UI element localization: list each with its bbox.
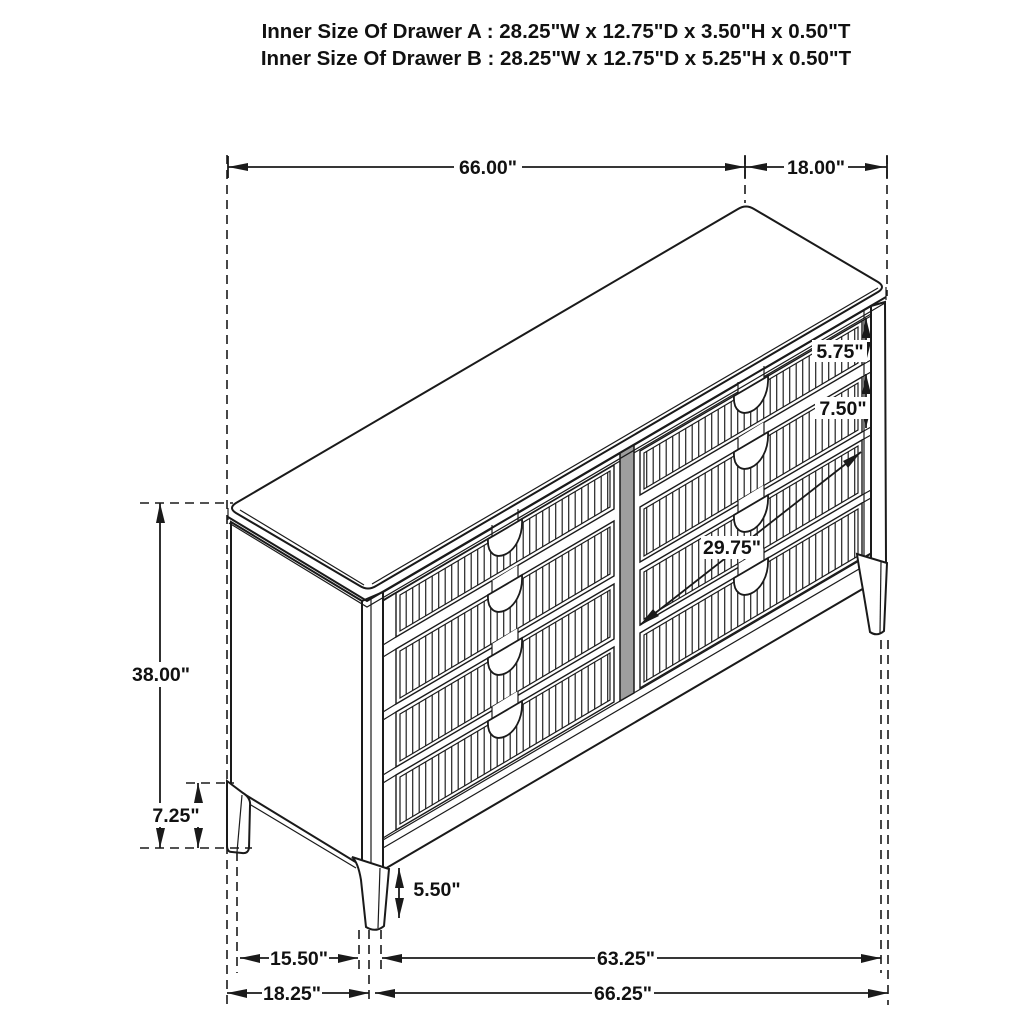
dim-drawer-a-height-label: 5.75"	[816, 341, 864, 363]
dim-base-width-inner	[382, 947, 881, 970]
dim-top-width-label: 66.00"	[458, 157, 518, 179]
front-left-leg	[352, 857, 389, 930]
center-stile	[620, 445, 634, 701]
front-left-post	[362, 592, 383, 870]
dim-base-depth-outer-label: 18.25"	[262, 983, 322, 1005]
dim-base-depth-inner-label: 15.50"	[269, 948, 329, 970]
dim-top-depth-label: 18.00"	[786, 157, 846, 179]
dim-base-width-outer-label: 66.25"	[593, 983, 653, 1005]
title-drawer-b: Inner Size Of Drawer B : 28.25"W x 12.75"D x 5.25"H x 0.50"T	[260, 47, 852, 70]
dim-base-width-inner-label: 63.25"	[596, 948, 656, 970]
dim-top-depth	[745, 154, 887, 179]
dim-top-width	[228, 154, 745, 179]
dim-base-width-outer	[375, 982, 888, 1005]
dim-front-leg-height	[395, 868, 465, 918]
dim-front-leg-height-label: 5.50"	[413, 879, 461, 901]
dim-drawer-b-height-label: 7.50"	[819, 398, 867, 420]
dresser-drawing	[227, 207, 887, 930]
dim-back-leg-height	[146, 783, 206, 848]
dim-overall-height	[130, 503, 192, 848]
title-block	[261, 20, 852, 70]
dim-back-leg-height-label: 7.25"	[152, 805, 200, 827]
dim-drawer-diagonal-label: 29.75"	[702, 537, 762, 559]
title-drawer-a: Inner Size Of Drawer A : 28.25"W x 12.75"D x 3.50"H x 0.50"T	[261, 20, 851, 43]
dim-overall-height-label: 38.00"	[131, 664, 191, 686]
front-right-leg	[857, 554, 887, 634]
right-side-panel	[871, 302, 886, 584]
dim-base-depth-outer	[227, 982, 369, 1005]
dim-base-depth-inner	[240, 947, 358, 970]
